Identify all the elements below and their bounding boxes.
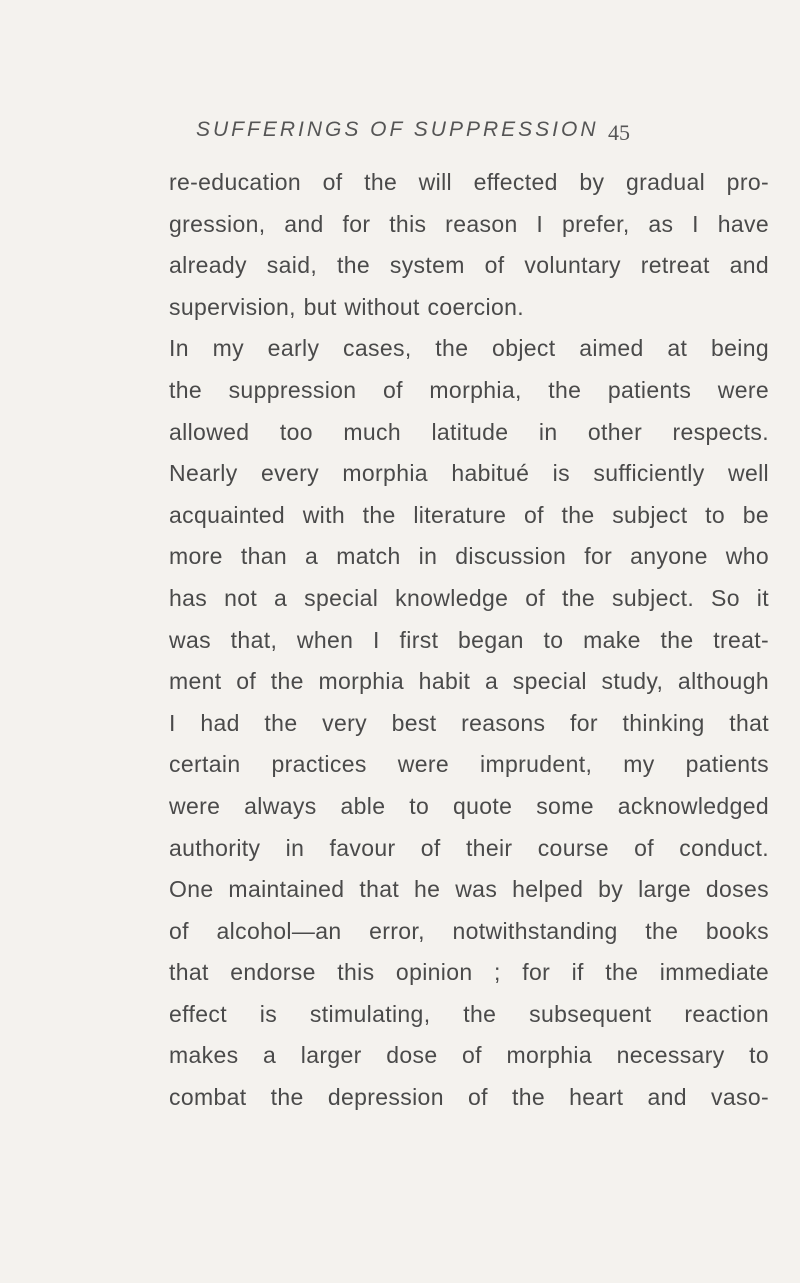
text-line: the suppression of morphia, the patients were: [169, 376, 769, 403]
text-line: gression, and for this reason I prefer, as I have: [169, 210, 769, 237]
text-line: has not a special knowledge of the subject. So it: [169, 584, 769, 611]
running-title: SUFFERINGS OF SUPPRESSION: [196, 118, 599, 141]
page-number: 45: [608, 120, 630, 145]
text-line: authority in favour of their course of conduct.: [169, 834, 769, 861]
text-line: acquainted with the literature of the subject to be: [169, 501, 769, 528]
body-text: [169, 162, 769, 1119]
text-line: that endorse this opinion ; for if the immediate: [169, 959, 769, 986]
text-line: supervision, but without coercion.: [169, 293, 524, 320]
text-line: effect is stimulating, the subsequent reaction: [169, 1000, 769, 1027]
running-head: [0, 118, 800, 148]
text-line: makes a larger dose of morphia necessary to: [169, 1042, 769, 1069]
text-line: certain practices were imprudent, my patients: [169, 751, 769, 778]
text-line: allowed too much latitude in other respects.: [169, 418, 769, 445]
text-line: combat the depression of the heart and vaso-: [169, 1084, 769, 1111]
text-line: re-education of the will effected by gradual pro-: [169, 169, 769, 195]
text-line: more than a match in discussion for anyone who: [169, 543, 769, 570]
text-line: In my early cases, the object aimed at being: [169, 335, 769, 362]
text-line: was that, when I first began to make the treat-: [169, 626, 769, 653]
text-line: already said, the system of voluntary retreat and: [169, 252, 769, 279]
text-line: were always able to quote some acknowledged: [169, 792, 769, 819]
text-line: ment of the morphia habit a special study, although: [169, 668, 769, 695]
text-line: One maintained that he was helped by large doses: [169, 876, 769, 903]
text-line: Nearly every morphia habitué is sufficiently well: [169, 460, 769, 487]
text-line: I had the very best reasons for thinking that: [169, 709, 769, 736]
text-line: of alcohol—an error, notwithstanding the books: [169, 917, 769, 944]
